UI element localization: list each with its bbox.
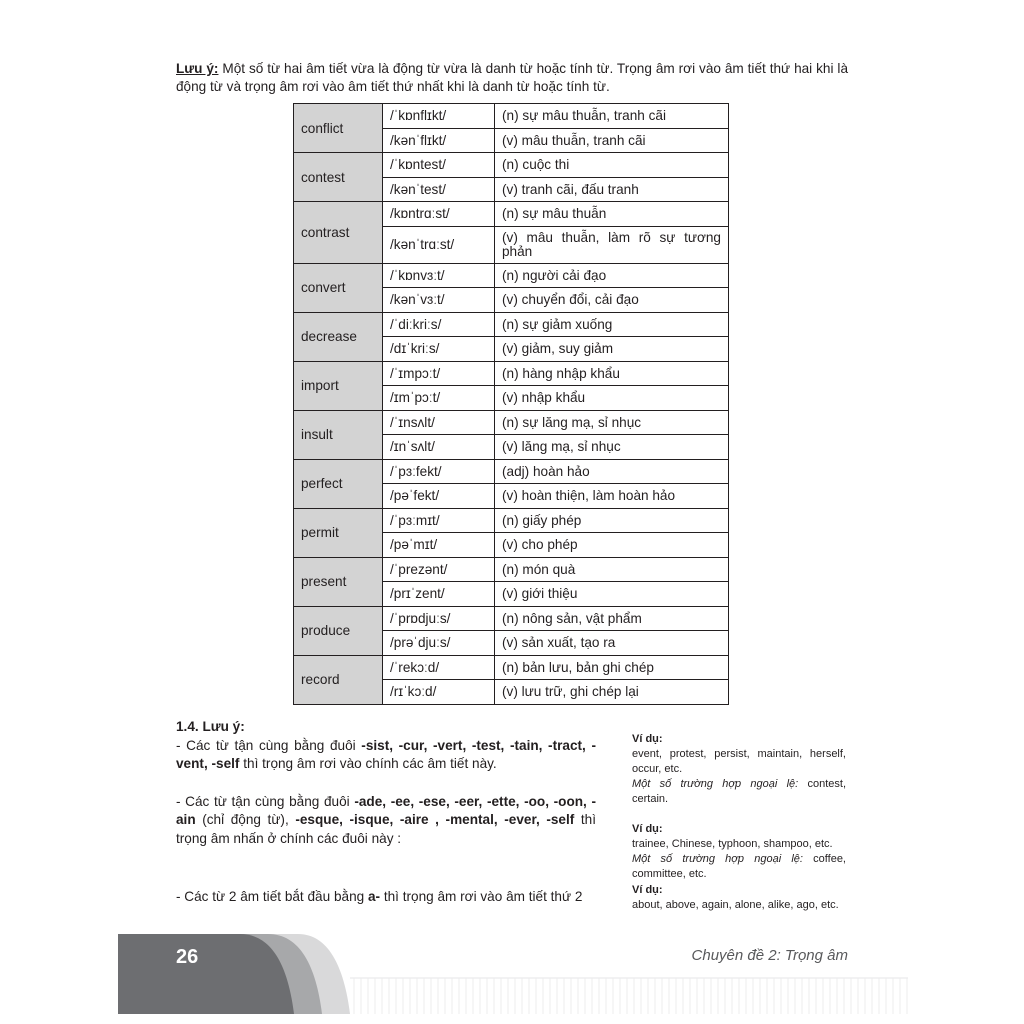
- word-cell: present: [294, 557, 383, 606]
- verb-meaning-cell: (v) giảm, suy giảm: [495, 337, 729, 362]
- verb-ipa-cell: /prəˈdjuːs/: [383, 631, 495, 656]
- noun-meaning-cell: (n) món quà: [495, 557, 729, 582]
- rule-3: [176, 888, 596, 907]
- table-row: [294, 508, 729, 533]
- rule-2-text-end: thì trọng âm nhấn ở chính các đuôi này :: [176, 812, 597, 846]
- rule-2-text: - Các từ tận cùng bằng đuôi: [176, 793, 355, 809]
- verb-meaning-cell: (v) giới thiệu: [495, 582, 729, 607]
- example-3-label: Ví dụ:: [632, 884, 663, 896]
- table-row: [294, 263, 729, 288]
- verb-meaning-cell: (v) sản xuất, tạo ra: [495, 631, 729, 656]
- noun-ipa-cell: /ˈɪmpɔːt/: [383, 361, 495, 386]
- verb-meaning-cell: (v) mâu thuẫn, làm rõ sự tương phản: [495, 226, 729, 263]
- example-2-exception-label: Một số trường hợp ngoại lệ:: [632, 853, 803, 865]
- word-cell: perfect: [294, 459, 383, 508]
- intro-note: [176, 60, 848, 96]
- word-cell: insult: [294, 410, 383, 459]
- verb-ipa-cell: /pəˈfekt/: [383, 484, 495, 509]
- verb-meaning-cell: (v) cho phép: [495, 533, 729, 558]
- noun-meaning-cell: (n) sự mâu thuẫn: [495, 202, 729, 227]
- noun-meaning-cell: (n) nông sản, vật phẩm: [495, 606, 729, 631]
- verb-ipa-cell: /prɪˈzent/: [383, 582, 495, 607]
- rule-1-text: - Các từ tận cùng bằng đuôi: [176, 737, 362, 753]
- noun-meaning-cell: (n) cuộc thi: [495, 153, 729, 178]
- noun-meaning-cell: (n) sự giảm xuống: [495, 312, 729, 337]
- example-2: [632, 822, 846, 882]
- noun-ipa-cell: /ˈkɒntest/: [383, 153, 495, 178]
- verb-ipa-cell: /pəˈmɪt/: [383, 533, 495, 558]
- example-1-exception-words: contest, certain.: [632, 778, 846, 805]
- noun-meaning-cell: (n) hàng nhập khẩu: [495, 361, 729, 386]
- rule-3-text: - Các từ 2 âm tiết bắt đầu bằng: [176, 889, 368, 904]
- verb-ipa-cell: /kənˈflɪkt/: [383, 128, 495, 153]
- example-2-exception-words: coffee, committee, etc.: [632, 853, 846, 880]
- verb-ipa-cell: /kənˈtrɑːst/: [383, 226, 495, 263]
- verb-meaning-cell: (v) nhập khẩu: [495, 386, 729, 411]
- noun-ipa-cell: /ˈɪnsʌlt/: [383, 410, 495, 435]
- word-cell: import: [294, 361, 383, 410]
- example-1: [632, 732, 846, 807]
- noun-meaning-cell: (n) sự mâu thuẫn, tranh cãi: [495, 104, 729, 129]
- table-row: [294, 655, 729, 680]
- example-1-exception-label: Một số trường hợp ngoại lệ:: [632, 778, 799, 790]
- noun-ipa-cell: /ˈpɜːfekt/: [383, 459, 495, 484]
- verb-meaning-cell: (v) lăng mạ, sỉ nhục: [495, 435, 729, 460]
- noun-ipa-cell: /ˈpɜːmɪt/: [383, 508, 495, 533]
- noun-ipa-cell: /ˈprezənt/: [383, 557, 495, 582]
- verb-meaning-cell: (v) hoàn thiện, làm hoàn hảo: [495, 484, 729, 509]
- verb-meaning-cell: (v) tranh cãi, đấu tranh: [495, 177, 729, 202]
- verb-ipa-cell: /rɪˈkɔːd/: [383, 680, 495, 705]
- footer-stripes: [354, 978, 907, 1014]
- table-row: [294, 202, 729, 227]
- example-1-words: event, protest, persist, maintain, herself, occur, etc.: [632, 748, 846, 775]
- table-row: [294, 361, 729, 386]
- table-row: [294, 104, 729, 129]
- noun-meaning-cell: (n) sự lăng mạ, sỉ nhục: [495, 410, 729, 435]
- verb-ipa-cell: /kənˈvɜːt/: [383, 288, 495, 313]
- noun-ipa-cell: /ˈkɒnflɪkt/: [383, 104, 495, 129]
- rule-2-suffixes-b: -esque, -isque, -aire , -mental, -ever, -self: [295, 812, 575, 827]
- noun-meaning-cell: (n) bản lưu, bản ghi chép: [495, 655, 729, 680]
- example-3: [632, 883, 846, 913]
- verb-ipa-cell: /kənˈtest/: [383, 177, 495, 202]
- word-cell: convert: [294, 263, 383, 312]
- example-2-label: Ví dụ:: [632, 823, 663, 835]
- noun-ipa-cell: /kɒntrɑːst/: [383, 202, 495, 227]
- stress-vocab-table: [293, 103, 729, 705]
- note-label: Lưu ý:: [176, 61, 219, 76]
- word-cell: produce: [294, 606, 383, 655]
- verb-ipa-cell: /ɪnˈsʌlt/: [383, 435, 495, 460]
- rule-3-text-end: thì trọng âm rơi vào âm tiết thứ 2: [380, 889, 583, 904]
- table-row: [294, 459, 729, 484]
- word-cell: conflict: [294, 104, 383, 153]
- note-text: Một số từ hai âm tiết vừa là động từ vừa là danh từ hoặc tính từ. Trọng âm rơi vào âm tiết thứ hai khi là động từ và trọng âm rơi vào âm tiết thứ nhất khi là danh từ hoặc tính từ.: [176, 61, 848, 94]
- noun-ipa-cell: /ˈdiːkriːs/: [383, 312, 495, 337]
- table-row: [294, 153, 729, 178]
- rule-1-suffixes: -sist, -cur, -vert, -test, -tain, -tract, -vent, -self: [176, 737, 596, 771]
- noun-ipa-cell: /ˈkɒnvɜːt/: [383, 263, 495, 288]
- footer-decoration: [118, 934, 908, 1014]
- rules-section: [176, 718, 596, 907]
- word-cell: contrast: [294, 202, 383, 264]
- rule-3-prefix: a-: [367, 889, 381, 904]
- word-cell: record: [294, 655, 383, 704]
- noun-meaning-cell: (n) giấy phép: [495, 508, 729, 533]
- chapter-title: Chuyên đề 2: Trọng âm: [691, 947, 848, 964]
- table-row: [294, 312, 729, 337]
- page-number: 26: [176, 946, 199, 968]
- rule-2-text-mid: (chỉ động từ),: [195, 812, 296, 827]
- noun-ipa-cell: /ˈprɒdjuːs/: [383, 606, 495, 631]
- word-cell: permit: [294, 508, 383, 557]
- noun-meaning-cell: (n) người cải đạo: [495, 263, 729, 288]
- verb-meaning-cell: (v) mâu thuẫn, tranh cãi: [495, 128, 729, 153]
- vocab-table-body: [294, 104, 729, 705]
- verb-meaning-cell: (v) chuyển đổi, cải đạo: [495, 288, 729, 313]
- example-2-words: trainee, Chinese, typhoon, shampoo, etc.: [632, 838, 833, 850]
- verb-meaning-cell: (v) lưu trữ, ghi chép lại: [495, 680, 729, 705]
- section-heading: 1.4. Lưu ý:: [176, 719, 245, 734]
- word-cell: decrease: [294, 312, 383, 361]
- word-cell: contest: [294, 153, 383, 202]
- noun-ipa-cell: /ˈrekɔːd/: [383, 655, 495, 680]
- rule-2: [176, 793, 596, 849]
- noun-meaning-cell: (adj) hoàn hảo: [495, 459, 729, 484]
- verb-ipa-cell: /ɪmˈpɔːt/: [383, 386, 495, 411]
- rule-1-text-end: thì trọng âm rơi vào chính các âm tiết này.: [239, 756, 497, 771]
- rule-1: [176, 737, 596, 774]
- table-row: [294, 557, 729, 582]
- table-row: [294, 410, 729, 435]
- table-row: [294, 606, 729, 631]
- footer-swoosh-dark: [118, 934, 294, 1014]
- rule-2-suffixes-a: -ade, -ee, -ese, -eer, -ette, -oo, -oon, -ain: [176, 793, 596, 827]
- example-3-words: about, above, again, alone, alike, ago, etc.: [632, 899, 839, 911]
- verb-ipa-cell: /dɪˈkriːs/: [383, 337, 495, 362]
- example-1-label: Ví dụ:: [632, 733, 663, 745]
